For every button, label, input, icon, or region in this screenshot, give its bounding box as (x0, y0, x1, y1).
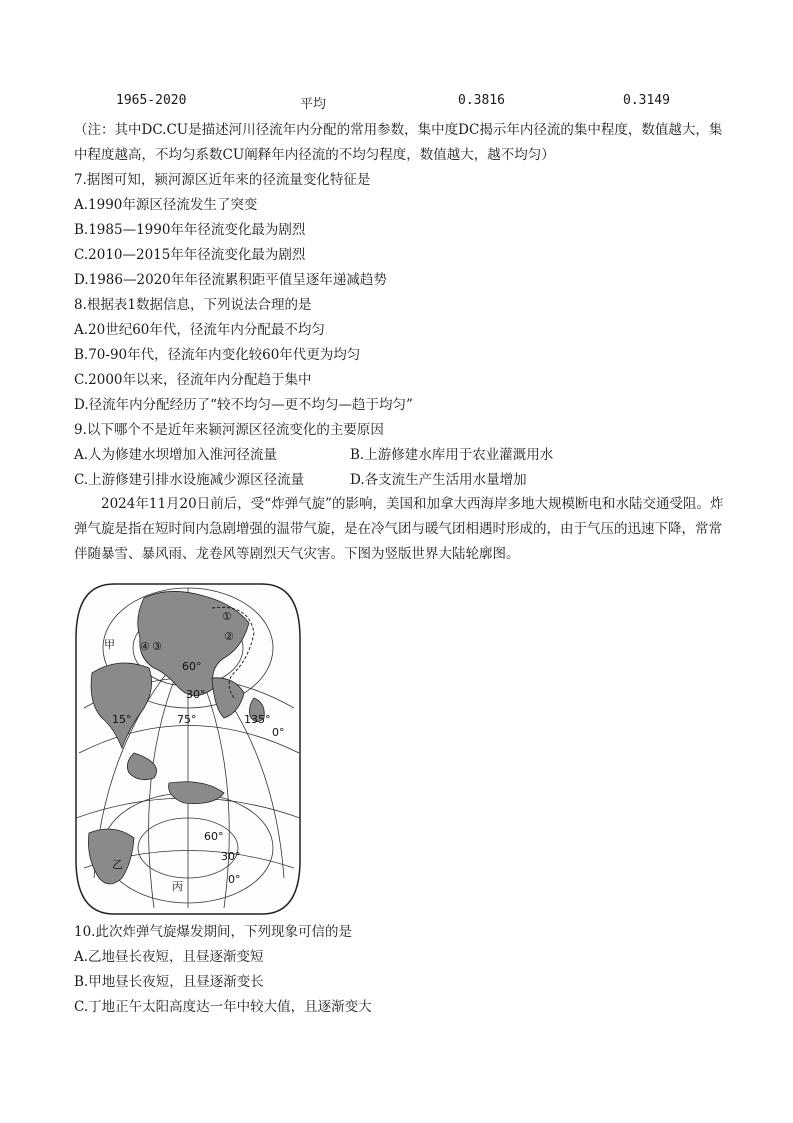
label-lat60: 60° (182, 660, 202, 673)
q8-option-d: D.径流年内分配经历了“较不均匀—更不均匀—趋于均匀” (74, 397, 413, 413)
q7-option-c: C.2010—2015年年径流变化最为剧烈 (74, 247, 306, 263)
label-lon0: 0° (272, 726, 285, 739)
label-bing: 丙 (172, 880, 183, 893)
label-circle-1: ① (222, 610, 232, 623)
label-circle-3: ③ (152, 640, 162, 653)
q9-stem: 9.以下哪个不是近年来颍河源区径流变化的主要原因 (74, 422, 384, 438)
label-s60: 60° (204, 830, 224, 843)
q9-option-c: C.上游修建引排水设施减少源区径流量 (74, 472, 305, 488)
q7-option-a: A.1990年源区径流发生了突变 (74, 197, 258, 213)
table-cell-label: 平均 (300, 97, 327, 112)
q8-stem: 8.根据表1数据信息，下列说法合理的是 (74, 297, 312, 313)
label-lon135: 135° (244, 713, 271, 726)
label-lon75: 75° (177, 713, 197, 726)
label-yi: 乙 (112, 858, 123, 871)
q7-option-b: B.1985—1990年年径流变化最为剧烈 (74, 222, 306, 238)
world-continent-map (74, 578, 302, 918)
table-cell-period: 1965-2020 (116, 93, 187, 108)
label-lon15: 15° (112, 713, 132, 726)
table-note: （注：其中DC.CU是描述河川径流年内分配的常用参数，集中度DC揭示年内径流的集中程度，数值越大，集中程度越高，不均匀系数CU阐释年内径流的不均匀程度，数值越大，越不均匀） (74, 122, 723, 163)
q7-option-d: D.1986—2020年年径流累积距平值呈逐年递减趋势 (74, 272, 387, 288)
table-cell-cu: 0.3149 (623, 93, 670, 108)
q7-stem: 7.据图可知，颍河源区近年来的径流量变化特征是 (74, 172, 371, 188)
q8-option-a: A.20世纪60年代，径流年内分配最不均匀 (74, 322, 325, 338)
q9-option-a: A.人为修建水坝增加入淮河径流量 (74, 447, 278, 463)
q10-stem: 10.此次炸弹气旋爆发期间，下列现象可信的是 (74, 924, 352, 940)
q9-option-d: D.各支流生产生活用水量增加 (350, 472, 527, 488)
label-jia: 甲 (104, 638, 115, 651)
passage: 2024年11月20日前后，受“炸弹气旋”的影响，美国和加拿大西海岸多地大规模断电和水陆交通受阻。炸弹气旋是指在短时间内急剧增强的温带气旋，是在冷气团与暖气团相遇时形成的，由于气压的迅速下降，常常伴随暴雪、暴风雨、龙卷风等剧烈天气灾害。下图为竖版世界大陆轮廓图。 (74, 496, 724, 562)
q8-option-b: B.70-90年代，径流年内变化较60年代更为均匀 (74, 347, 361, 363)
q9-option-b: B.上游修建水库用于农业灌溉用水 (350, 447, 554, 463)
q10-option-a: A.乙地昼长夜短，且昼逐渐变短 (74, 949, 264, 965)
label-lat30: 30° (186, 688, 206, 701)
q10-option-c: C.丁地正午太阳高度达一年中较大值，且逐渐变大 (74, 999, 372, 1015)
label-s0: 0° (228, 873, 241, 886)
label-circle-4: ④ (140, 640, 150, 653)
q10-option-b: B.甲地昼长夜短，且昼逐渐变长 (74, 974, 264, 990)
q8-option-c: C.2000年以来，径流年内分配趋于集中 (74, 372, 312, 388)
label-s30: 30° (221, 850, 241, 863)
table-cell-dc: 0.3816 (458, 93, 505, 108)
label-circle-2: ② (224, 630, 234, 643)
